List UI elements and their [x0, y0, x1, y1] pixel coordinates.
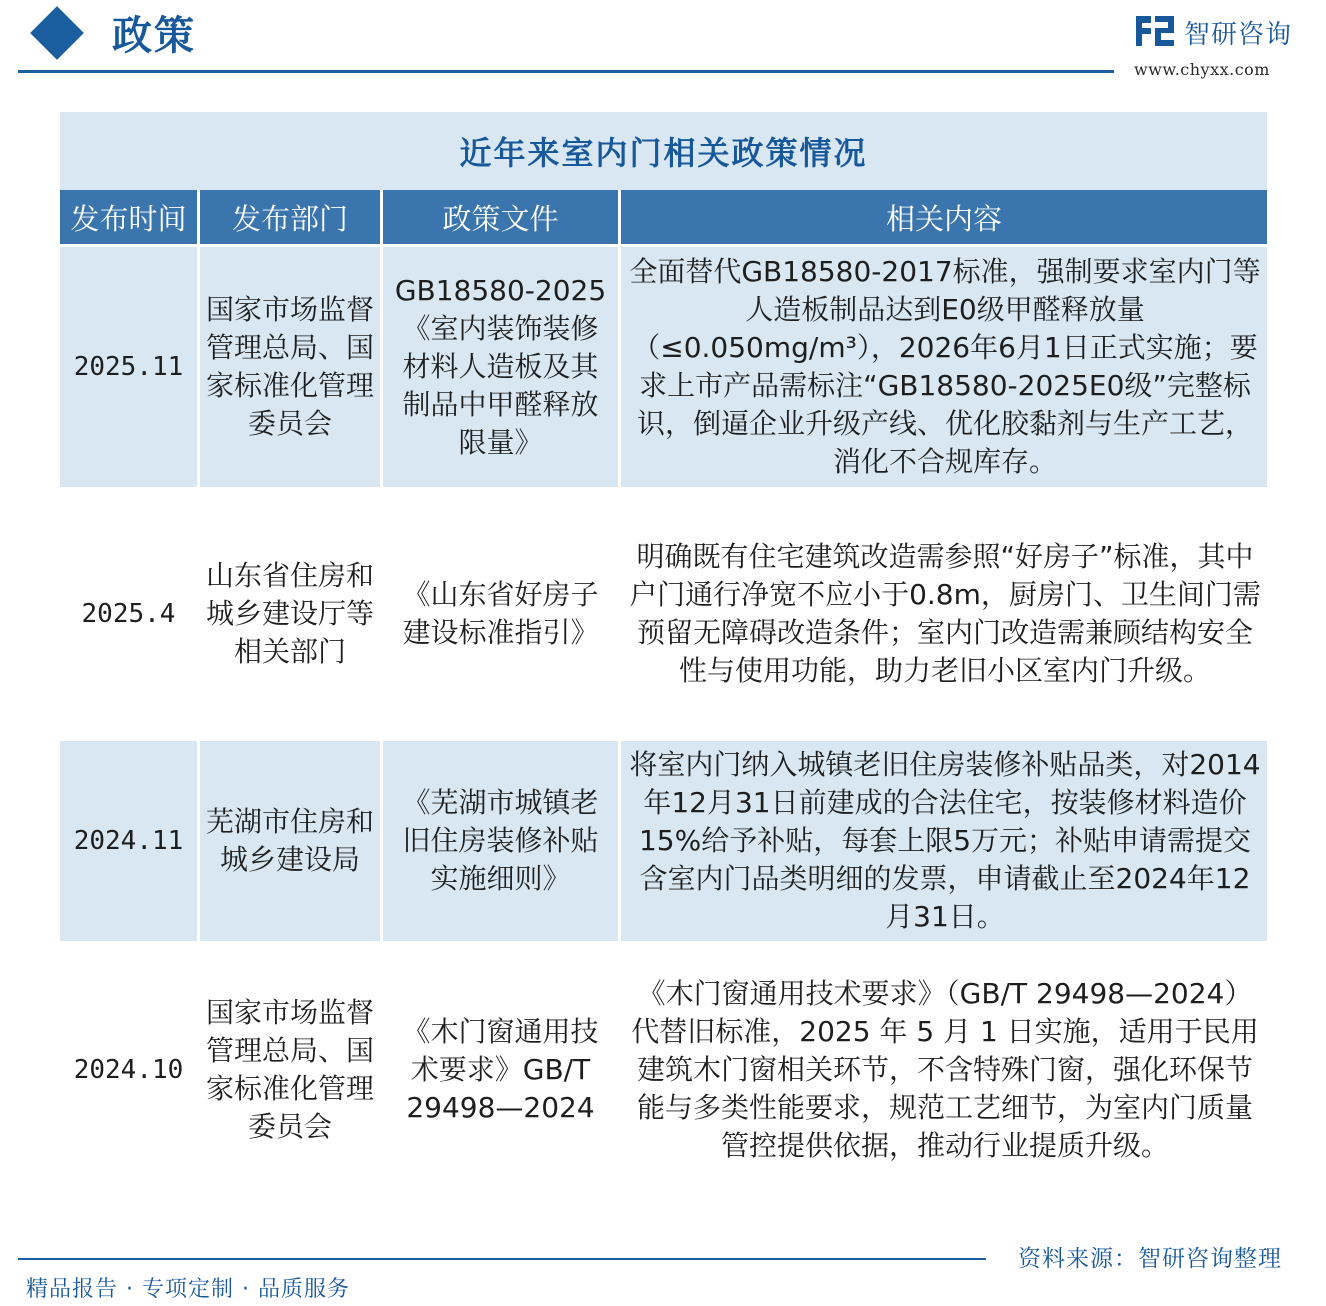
cell-department: 国家市场监督管理总局、国家标准化管理委员会	[197, 244, 380, 487]
section-diamond-icon	[30, 6, 84, 60]
cell-department: 山东省住房和城乡建设厅等相关部门	[197, 487, 380, 738]
table-row	[60, 487, 1267, 738]
cell-department: 芜湖市住房和城乡建设局	[197, 738, 380, 941]
table-row	[60, 244, 1267, 487]
column-header-document: 政策文件	[380, 190, 618, 244]
table-title: 近年来室内门相关政策情况	[60, 112, 1267, 190]
cell-content: 全面替代GB18580-2017标准，强制要求室内门等人造板制品达到E0级甲醛释放量（≤0.050mg/m³），2026年6月1日正式实施；要求上市产品需标注“GB18580-2025E0级”完整标识，倒逼企业升级产线、优化胶黏剂与生产工艺，消化不合规库存。	[618, 244, 1267, 487]
table-header-row	[60, 190, 1267, 244]
table-row	[60, 738, 1267, 941]
cell-date: 2025.4	[60, 487, 197, 738]
cell-date: 2024.11	[60, 738, 197, 941]
header-divider	[18, 70, 1114, 73]
footer-divider	[18, 1258, 986, 1260]
cell-document: 《山东省好房子建设标准指引》	[380, 487, 618, 738]
column-header-content: 相关内容	[618, 190, 1267, 244]
policy-table	[60, 190, 1267, 1196]
cell-date: 2024.10	[60, 941, 197, 1196]
section-title: 政策	[112, 12, 196, 59]
cell-content: 明确既有住宅建筑改造需参照“好房子”标准，其中户门通行净宽不应小于0.8m，厨房门、卫生间门需预留无障碍改造条件；室内门改造需兼顾结构安全性与使用功能，助力老旧小区室内门升级。	[618, 487, 1267, 738]
policy-table-container	[60, 112, 1267, 1196]
source-note: 资料来源：智研咨询整理	[1018, 1246, 1282, 1272]
cell-content: 《木门窗通用技术要求》（GB/T 29498—2024）代替旧标准，2025 年 5 月 1 日实施，适用于民用建筑木门窗相关环节，不含特殊门窗，强化环保节能与多类性能要求，规范工艺细节，为室内门质量管控提供依据，推动行业提质升级。	[618, 941, 1267, 1196]
cell-department: 国家市场监督管理总局、国家标准化管理委员会	[197, 941, 380, 1196]
logo-url: www.chyxx.com	[1134, 60, 1270, 79]
column-header-date: 发布时间	[60, 190, 197, 244]
logo-name: 智研咨询	[1184, 20, 1293, 50]
chyxx-logo-icon	[1136, 16, 1174, 46]
cell-content: 将室内门纳入城镇老旧住房装修补贴品类，对2014年12月31日前建成的合法住宅，按装修材料造价15%给予补贴，每套上限5万元；补贴申请需提交含室内门品类明细的发票，申请截止至2024年12月31日。	[618, 738, 1267, 941]
cell-document: 《芜湖市城镇老旧住房装修补贴实施细则》	[380, 738, 618, 941]
cell-document: GB18580-2025《室内装饰装修材料人造板及其制品中甲醛释放限量》	[380, 244, 618, 487]
column-header-department: 发布部门	[197, 190, 380, 244]
cell-document: 《木门窗通用技术要求》GB/T 29498—2024	[380, 941, 618, 1196]
table-row	[60, 941, 1267, 1196]
cell-date: 2025.11	[60, 244, 197, 487]
footer-slogan: 精品报告 · 专项定制 · 品质服务	[26, 1277, 350, 1302]
